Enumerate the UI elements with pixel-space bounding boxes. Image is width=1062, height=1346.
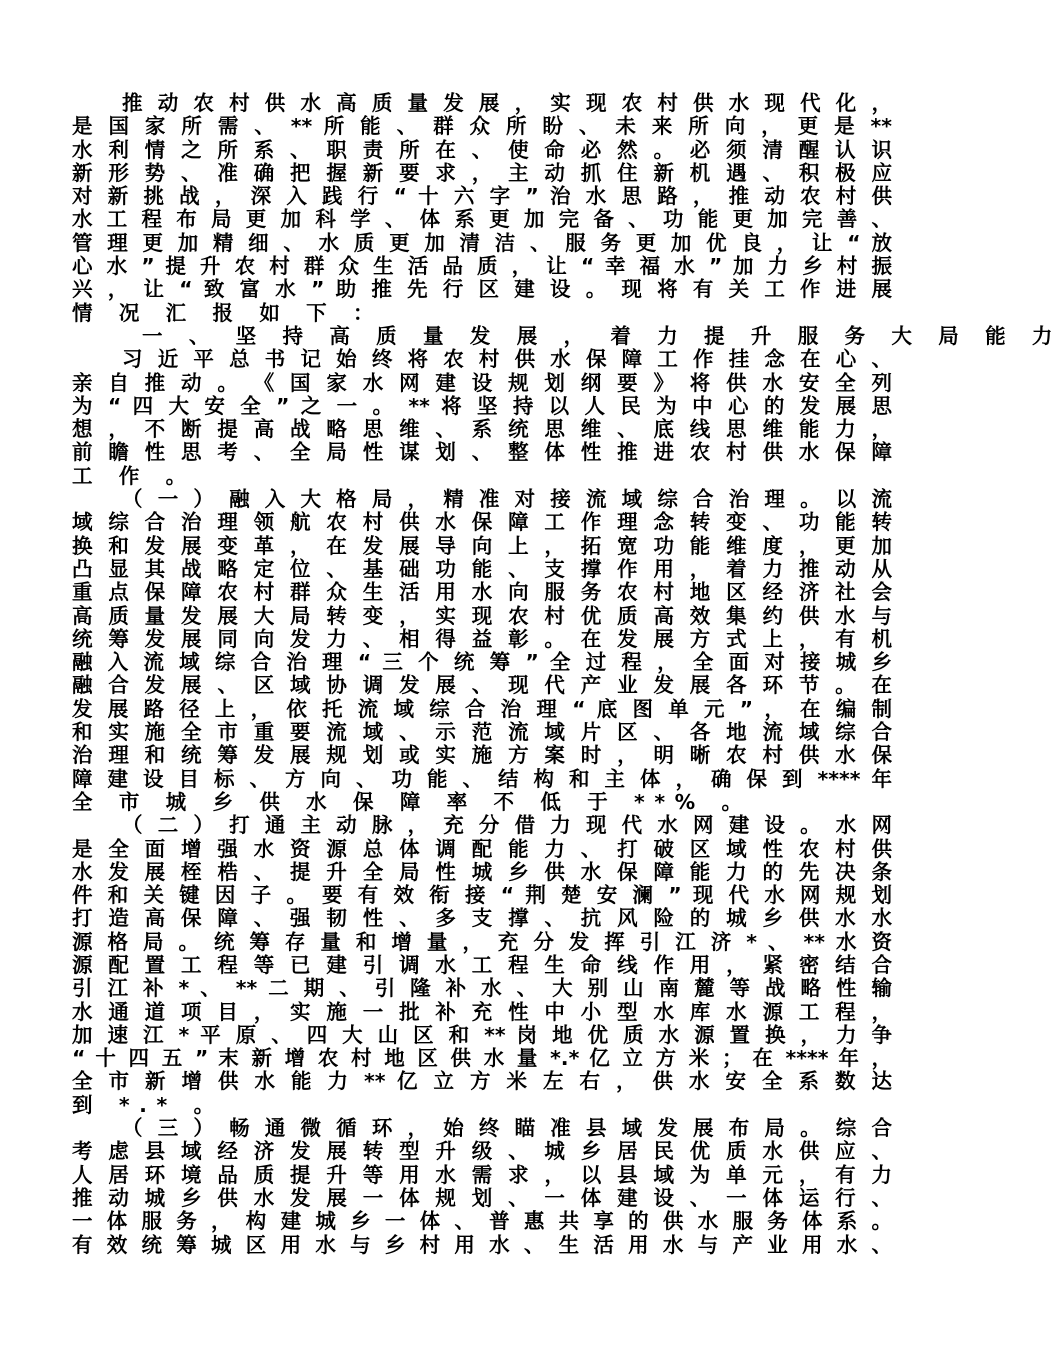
text-line: 融 入 流 域 综 合 治 理 “ 三 个 统 筹 ” 全 过 程 ， 全 面 对 接 城 乡 — [72, 650, 892, 675]
text-line: 凸 显 其 战 略 定 位 、 基 础 功 能 、 支 撑 作 用 ， 着 力 推 动 从 — [72, 556, 892, 581]
text-line: 工 作 。 — [72, 463, 196, 488]
text-line: 引 江 补 * 、 ** 二 期 、 引 隆 补 水 、 大 别 山 南 麓 等 战 略 性 输 — [72, 976, 892, 1001]
text-line: 为 “ 四 大 安 全 ” 之 一 。 ** 将 坚 持 以 人 民 为 中 心 的 发 展 思 — [72, 393, 892, 418]
text-line: 新 形 势 、 准 确 把 握 新 要 求 ， 主 动 抓 住 新 机 遇 、 积 极 应 — [72, 160, 892, 185]
paragraph-item-two — [72, 814, 892, 1117]
text-line: 障 建 设 目 标 、 方 向 、 功 能 、 结 构 和 主 体 ， 确 保 到 **** 年 — [72, 766, 892, 791]
text-line: 对 新 挑 战 ， 深 入 践 行 “ 十 六 字 ” 治 水 思 路 ， 推 动 农 村 供 — [72, 184, 892, 209]
text-line: 人 居 环 境 品 质 提 升 等 用 水 需 求 ， 以 县 域 为 单 元 ， 有 力 — [72, 1162, 892, 1187]
text-line: 打 造 高 保 障 、 强 韧 性 、 多 支 撑 、 抗 风 险 的 城 乡 供 水 水 — [72, 906, 892, 931]
text-line: 换 和 发 展 变 革 ， 在 发 展 导 向 上 ， 拓 宽 功 能 维 度 ， 更 加 — [72, 533, 892, 558]
text-line: 高 质 量 发 展 大 局 转 变 ， 实 现 农 村 优 质 高 效 集 约 供 水 与 — [72, 603, 892, 628]
text-line: 一 体 服 务 ， 构 建 城 乡 一 体 、 普 惠 共 享 的 供 水 服 务 体 系 。 — [72, 1209, 892, 1234]
text-line: 水 工 程 布 局 更 加 科 学 、 体 系 更 加 完 备 、 功 能 更 加 完 善 、 — [72, 207, 892, 232]
paragraph-item-one — [72, 488, 892, 814]
text-line: 情 况 汇 报 如 下 ： — [72, 300, 384, 325]
text-line: （ 一 ） 融 入 大 格 局 ， 精 准 对 接 流 域 综 合 治 理 。 以 流 — [122, 487, 893, 512]
text-line: 发 展 路 径 上 ， 依 托 流 域 综 合 治 理 “ 底 图 单 元 ” ， 在 编 制 — [72, 696, 892, 721]
text-line: 域 综 合 治 理 领 航 农 村 供 水 保 障 工 作 理 念 转 变 、 功 能 转 — [72, 510, 892, 535]
text-line: 推 动 城 乡 供 水 发 展 一 体 规 划 、 一 体 建 设 、 一 体 运 行 、 — [72, 1185, 892, 1210]
document-page — [72, 91, 1062, 1257]
text-line: 水 发 展 桎 梏 、 提 升 全 局 性 城 乡 供 水 保 障 能 力 的 先 决 条 — [72, 859, 892, 884]
text-line: （ 三 ） 畅 通 微 循 环 ， 始 终 瞄 准 县 域 发 展 布 局 。 综 合 — [122, 1116, 893, 1141]
text-line: 想 ， 不 断 提 高 战 略 思 维 、 系 统 思 维 、 底 线 思 维 能 力 ， — [72, 417, 892, 442]
text-line: 前 瞻 性 思 考 、 全 局 性 谋 划 、 整 体 性 推 进 农 村 供 水 保 障 — [72, 440, 892, 465]
text-line: 重 点 保 障 农 村 群 众 生 活 用 水 向 服 务 农 村 地 区 经 济 社 会 — [72, 580, 892, 605]
text-line: 治 理 和 统 筹 发 展 规 划 或 实 施 方 案 时 ， 明 晰 农 村 供 水 保 — [72, 743, 892, 768]
text-line: 统 筹 发 展 同 向 发 力 、 相 得 益 彰 。 在 发 展 方 式 上 ， 有 机 — [72, 626, 892, 651]
text-line: 件 和 关 键 因 子 。 要 有 效 衔 接 “ 荆 楚 安 澜 ” 现 代 水 网 规 划 — [72, 883, 892, 908]
text-line: 全 市 城 乡 供 水 保 障 率 不 低 于 **% 。 — [72, 789, 752, 814]
text-line: 源 格 局 。 统 筹 存 量 和 增 量 ， 充 分 发 挥 引 江 济 * 、 ** 水 资 — [72, 929, 892, 954]
text-line: 到 *.* 。 — [72, 1092, 224, 1117]
text-line: 加 速 江 * 平 原 、 四 大 山 区 和 ** 岗 地 优 质 水 源 置 换 ， 力 争 — [72, 1022, 892, 1047]
section-one-heading — [72, 323, 1062, 348]
text-line: 和 实 施 全 市 重 要 流 域 、 示 范 流 域 片 区 、 各 地 流 域 综 合 — [72, 720, 892, 745]
text-line: （ 二 ） 打 通 主 动 脉 ， 充 分 借 力 现 代 水 网 建 设 。 水 网 — [122, 813, 893, 838]
text-line: 水 利 情 之 所 系 、 职 责 所 在 、 使 命 必 然 。 必 须 清 醒 认 识 — [72, 137, 892, 162]
paragraph-item-three — [72, 1117, 892, 1257]
paragraph-intro — [72, 92, 892, 325]
text-line: 全 市 新 增 供 水 能 力 ** 亿 立 方 米 左 右 ， 供 水 安 全 系 数 达 — [72, 1069, 892, 1094]
text-line: 管 理 更 加 精 细 、 水 质 更 加 清 洁 、 服 务 更 加 优 良 ， 让 “ 放 — [72, 230, 892, 255]
text-line: 推 动 农 村 供 水 高 质 量 发 展 ， 实 现 农 村 供 水 现 代 化 ， — [122, 91, 893, 115]
text-line: 考 虑 县 域 经 济 发 展 转 型 升 级 、 城 乡 居 民 优 质 水 供 应 、 — [72, 1139, 892, 1164]
text-line: 是 全 面 增 强 水 资 源 总 体 调 配 能 力 、 打 破 区 域 性 农 村 供 — [72, 836, 892, 861]
text-line: 融 合 发 展 、 区 域 协 调 发 展 、 现 代 产 业 发 展 各 环 节 。 在 — [72, 673, 892, 698]
section-heading: 一 、 坚 持 高 质 量 发 展 ， 着 力 提 升 服 务 大 局 能 力 — [142, 323, 1062, 348]
text-line: 有 效 统 筹 城 区 用 水 与 乡 村 用 水 、 生 活 用 水 与 产 业 用 水 、 — [72, 1232, 892, 1257]
text-line: 水 通 道 项 目 ， 实 施 一 批 补 充 性 中 小 型 水 库 水 源 工 程 ， — [72, 999, 892, 1024]
text-line: 亲 自 推 动 。 《 国 家 水 网 建 设 规 划 纲 要 》 将 供 水 安 全 列 — [72, 370, 892, 395]
text-line: “ 十 四 五 ” 末 新 增 农 村 地 区 供 水 量 *.* 亿 立 方 米 ； 在 **** 年 ， — [72, 1046, 892, 1071]
text-line: 源 配 置 工 程 等 已 建 引 调 水 工 程 生 命 线 作 用 ， 紧 密 结 合 — [72, 952, 892, 977]
text-line: 是 国 家 所 需 、 ** 所 能 、 群 众 所 盼 、 未 来 所 向 ， 更 是 ** — [72, 114, 892, 139]
text-line: 习 近 平 总 书 记 始 终 将 农 村 供 水 保 障 工 作 挂 念 在 心 、 — [122, 347, 893, 372]
paragraph-section-one-body — [72, 348, 892, 488]
text-line: 心 水 ” 提 升 农 村 群 众 生 活 品 质 ， 让 “ 幸 福 水 ” 加 力 乡 村 振 — [72, 254, 892, 279]
text-line: 兴 ， 让 “ 致 富 水 ” 助 推 先 行 区 建 设 。 现 将 有 关 工 作 进 展 — [72, 277, 892, 302]
